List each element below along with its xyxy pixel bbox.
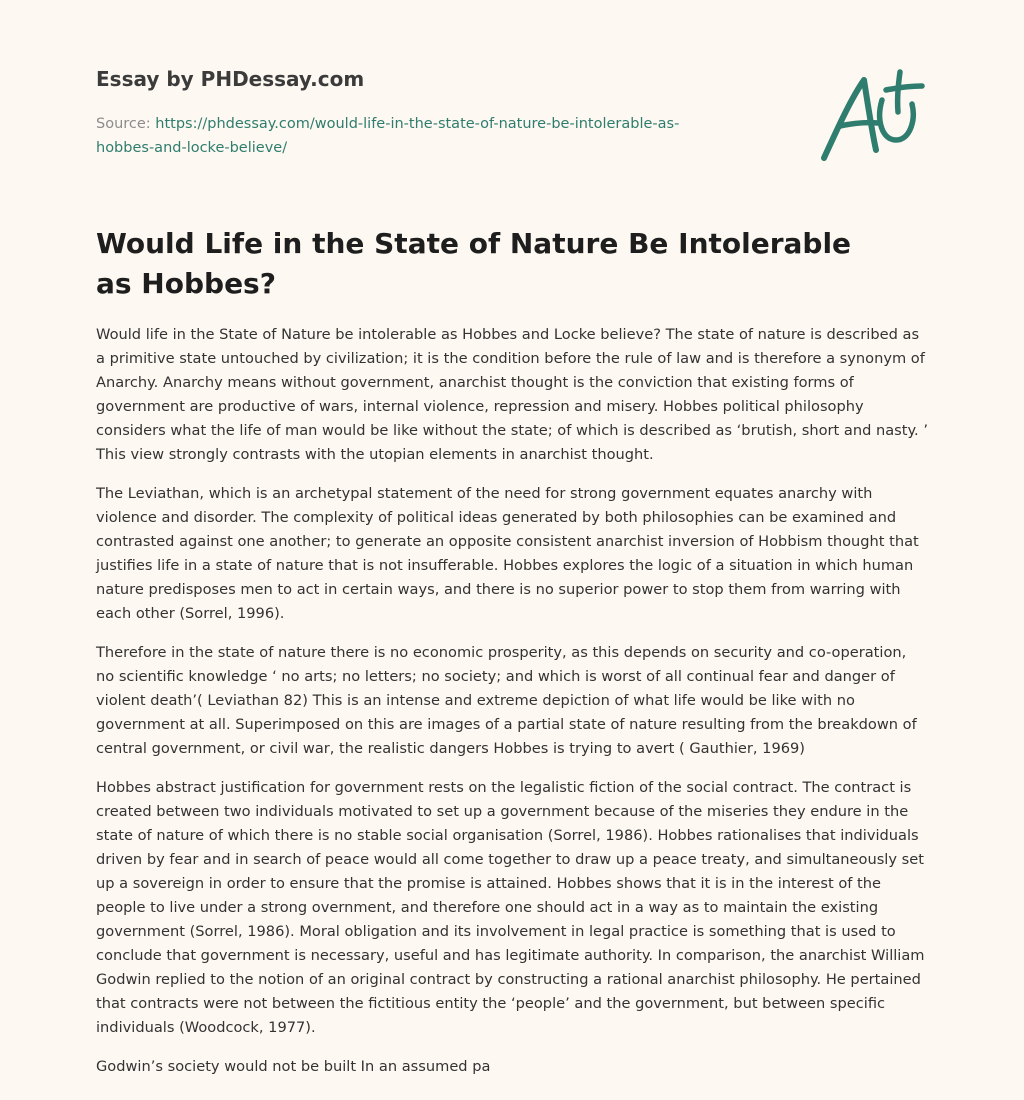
source-line <box>96 112 716 160</box>
paragraph: Would life in the State of Nature be intolerable as Hobbes and Locke believe? The state of nature is described as a primitive state untouched by civilization; it is the condition before the rule of law and is therefore a synonym of Anarchy. Anarchy means without government, anarchist thought is the conviction that existing forms of government are productive of wars, internal violence, repression and misery. Hobbes political philosophy considers what the life of man would be like without the state; of which is described as ‘brutish, short and nasty. ’ This view strongly contrasts with the utopian elements in anarchist thought. <box>96 326 928 463</box>
paragraph: Hobbes abstract justification for government rests on the legalistic fiction of the social contract. The contract is created between two individuals motivated to set up a government because of the miseries they endure in the state of nature of which there is no stable social organisation (Sorrel, 1986). Hobbes rationalises that individuals driven by fear and in search of peace would all come together to draw up a peace treaty, and simultaneously set up a sovereign in order to ensure that the promise is attained. Hobbes shows that it is in the interest of the people to live under a strong overnment, and therefore one should act in a way as to maintain the existing government (Sorrel, 1986). Moral obligation and its involvement in legal practice is something that is used to conclude that government is necessary, useful and has legitimate authority. In comparison, the anarchist William Godwin replied to the notion of an original contract by constructing a rational anarchist philosophy. He pertained that contracts were not between the fictitious entity the ‘people’ and the government, but between specific individuals (Woodcock, 1977). <box>96 779 925 1036</box>
article-body <box>96 323 928 1094</box>
paragraph: Godwin’s society would not be built In an assumed pa <box>96 1058 491 1075</box>
paragraph: Therefore in the state of nature there is no economic prosperity, as this depends on security and co-operation, no scientific knowledge ‘ no arts; no letters; no society; and which is worst of all continual fear and danger of violent death’( Leviathan 82) This is an intense and extreme depiction of what life would be like with no government at all. Superimposed on this are images of a partial state of nature resulting from the breakdown of central government, or civil war, the realistic dangers Hobbes is trying to avert ( Gauthier, 1969) <box>96 644 917 757</box>
source-label: Source: <box>96 116 151 132</box>
a-plus-logo-icon <box>818 66 928 166</box>
source-link[interactable]: https://phdessay.com/would-life-in-the-state-of-nature-be-intolerable-as-hobbes-and-locke-believe/ <box>96 116 680 156</box>
brand-title: Essay by PHDessay.com <box>96 67 365 91</box>
article-title: Would Life in the State of Nature Be Intolerable as Hobbes? <box>96 227 852 300</box>
paragraph: The Leviathan, which is an archetypal statement of the need for strong government equates anarchy with violence and disorder. The complexity of political ideas generated by both philosophies can be examined and contrasted against one another; to generate an opposite consistent anarchist inversion of Hobbism thought that justifies life in a state of nature that is not insufferable. Hobbes explores the logic of a situation in which human nature predisposes men to act in certain ways, and there is no superior power to stop them from warring with each other (Sorrel, 1996). <box>96 485 919 622</box>
